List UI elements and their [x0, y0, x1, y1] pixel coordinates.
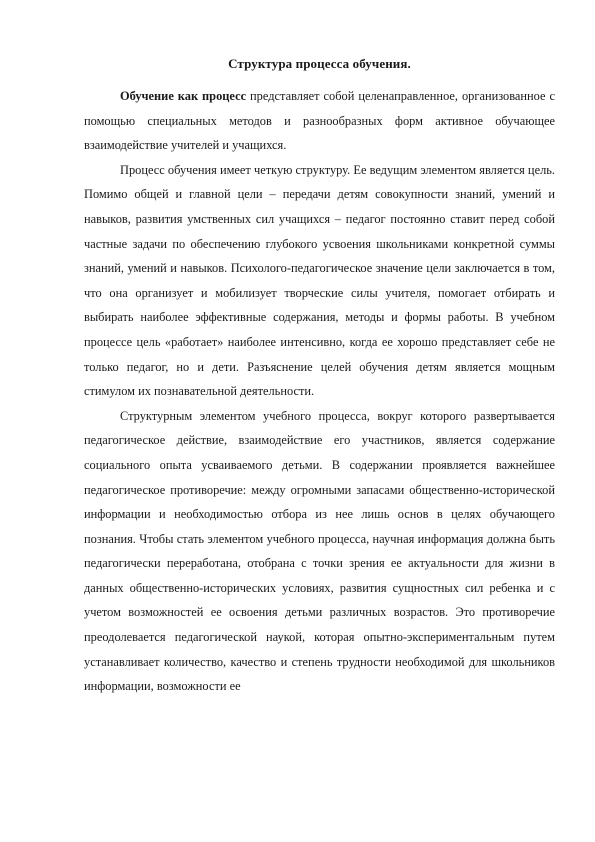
- document-title: Структура процесса обучения.: [228, 56, 411, 71]
- paragraph-3: [84, 404, 555, 699]
- paragraph-2-text: Процесс обучения имеет четкую структуру. Ее ведущим элементом является цель. Помимо общей и главной цели – передачи детям совокупности знаний, умений и навыков, развития умственных сил учащихся – педагог постоянно ставит перед собой частные задачи по обеспечению глубокого усвоения школьниками конкретной суммы знаний, умений и навыков. Психолого-педагогическое значение цели заключается в том, что она организует и мобилизует творческие силы учителя, помогает отбирать и выбирать наиболее эффективные содержания, методы и формы работы. В учебном процессе цель «работает» наиболее интенсивно, когда ее хорошо представляет себе не только педагог, но и дети. Разъяснение целей обучения детям является мощным стимулом их познавательной деятельности.: [84, 162, 555, 399]
- paragraph-1: [84, 84, 555, 158]
- paragraph-2: [84, 158, 555, 404]
- paragraph-1-text: представляет собой целенаправленное, организованное с помощью специальных методов и разнообразных форм активное обучающее взаимодействие учителей и учащихся.: [84, 89, 555, 153]
- paragraph-3-text: Структурным элементом учебного процесса, вокруг которого развертывается педагогическое действие, взаимодействие его участников, является содержание социального опыта усваиваемого детьми. В содержании проявляется важнейшее педагогическое противоречие: между огромными запасами общественно-исторической информации и необходимостью отбора из нее лишь основ в целях обучающего познания. Чтобы стать элементом учебного процесса, научная информация должна быть педагогически переработана, отобрана с точки зрения ее актуальности для жизни в данных общественно-исторических условиях, развития сущностных сил ребенка и с учетом возможностей ее освоения детьми различных возрастов. Это противоречие преодолевается педагогической наукой, которая опытно-экспериментальным путем устанавливает количество, качество и степень трудности необходимой для школьников информации, возможности ее: [84, 408, 555, 694]
- paragraph-1-lead: Обучение как процесс: [120, 89, 247, 103]
